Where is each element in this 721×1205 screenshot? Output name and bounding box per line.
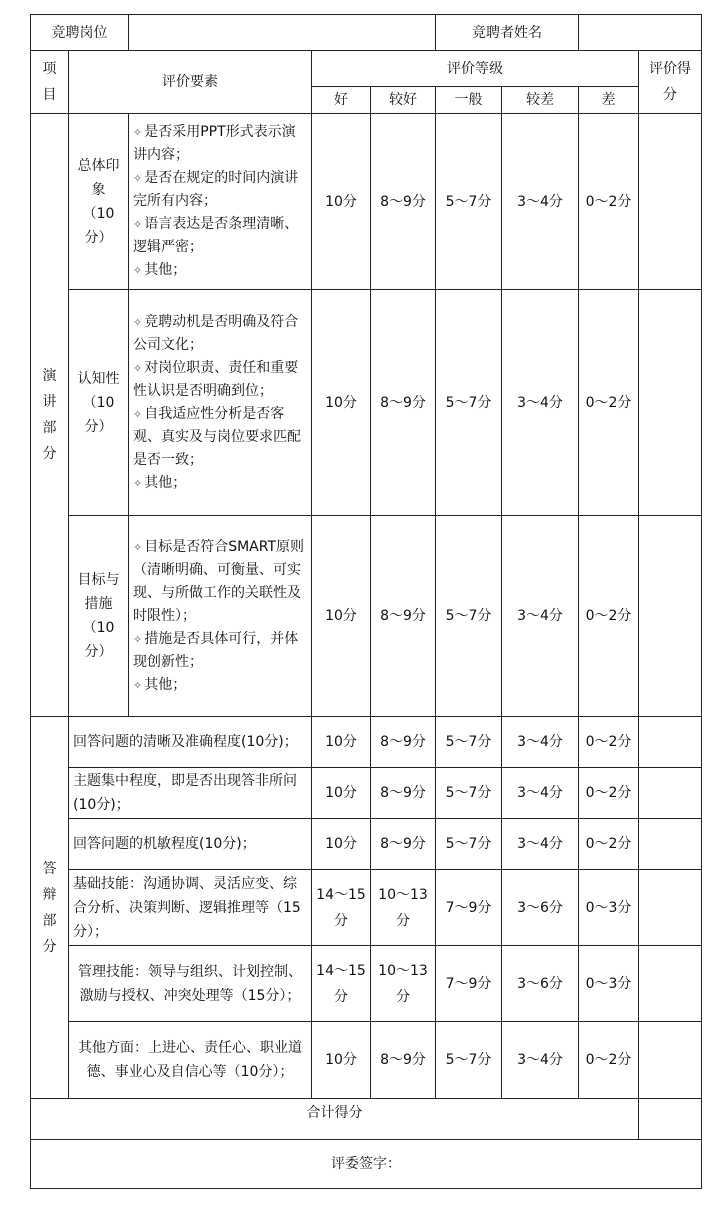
criterion: 其他； xyxy=(144,676,187,693)
defense-category: 答辩部分 xyxy=(31,717,69,1099)
score-cell[interactable] xyxy=(639,290,702,516)
grade-poor: 0～2分 xyxy=(579,1022,639,1099)
grade-average: 5～7分 xyxy=(436,1022,502,1099)
applicant-name-value-cell[interactable] xyxy=(579,15,702,51)
criteria-list xyxy=(129,114,312,290)
defense-criterion: 主题集中程度，即是否出现答非所问(10分)； xyxy=(69,768,312,819)
grade-average: 5～7分 xyxy=(436,516,502,717)
criteria-list xyxy=(129,516,312,717)
grade-poor: 0～2分 xyxy=(579,717,639,768)
grade-poor: 0～2分 xyxy=(579,290,639,516)
grade-fairly-poor: 3～4分 xyxy=(502,516,579,717)
grade-fairly-good: 8～9分 xyxy=(371,114,436,290)
diamond-bullet-icon: ✧ xyxy=(133,540,143,554)
defense-criterion: 回答问题的清晰及准确程度(10分)； xyxy=(69,717,312,768)
grade-average: 5～7分 xyxy=(436,768,502,819)
grade-good: 10分 xyxy=(312,516,371,717)
grade-fairly-poor: 3～4分 xyxy=(502,1022,579,1099)
grade-average: 5～7分 xyxy=(436,114,502,290)
grade-poor: 0～2分 xyxy=(579,768,639,819)
score-cell[interactable] xyxy=(639,114,702,290)
grade-fairly-good: 10～13分 xyxy=(371,946,436,1022)
diamond-bullet-icon: ✧ xyxy=(133,218,143,231)
criterion: 其他； xyxy=(144,474,187,491)
level-average: 一般 xyxy=(436,87,502,114)
grade-fairly-poor: 3～6分 xyxy=(502,870,579,946)
position-label: 竞聘岗位 xyxy=(31,15,129,51)
total-label: 合计得分 xyxy=(31,1099,639,1140)
signature-row xyxy=(31,1140,702,1189)
diamond-bullet-icon: ✧ xyxy=(133,264,143,277)
grade-good: 14～15分 xyxy=(312,870,371,946)
diamond-bullet-icon: ✧ xyxy=(133,361,143,375)
defense-row xyxy=(31,819,702,870)
grade-poor: 0～2分 xyxy=(579,516,639,717)
grade-average: 5～7分 xyxy=(436,819,502,870)
score-cell[interactable] xyxy=(639,768,702,819)
level-fairly-good: 较好 xyxy=(371,87,436,114)
diamond-bullet-icon: ✧ xyxy=(133,172,143,185)
defense-row xyxy=(31,946,702,1022)
signature-label[interactable]: 评委签字： xyxy=(31,1140,702,1189)
diamond-bullet-icon: ✧ xyxy=(133,678,143,692)
level-fairly-poor: 较差 xyxy=(502,87,579,114)
speech-subitem: 总体印象（10分） xyxy=(69,114,129,290)
diamond-bullet-icon: ✧ xyxy=(133,407,143,421)
level-good: 好 xyxy=(312,87,371,114)
diamond-bullet-icon: ✧ xyxy=(133,632,143,646)
score-cell[interactable] xyxy=(639,1022,702,1099)
score-cell[interactable] xyxy=(639,870,702,946)
diamond-bullet-icon: ✧ xyxy=(133,126,143,139)
grade-good: 10分 xyxy=(312,1022,371,1099)
speech-category: 演讲部分 xyxy=(31,114,69,717)
criterion: 是否采用PPT形式表示演讲内容； xyxy=(133,124,296,163)
grade-fairly-poor: 3～4分 xyxy=(502,290,579,516)
criterion: 是否在规定的时间内演讲完所有内容； xyxy=(133,170,299,209)
evaluation-form xyxy=(30,14,702,1189)
level-header: 评价等级 xyxy=(312,51,639,87)
speech-row xyxy=(31,114,702,290)
grade-fairly-poor: 3～4分 xyxy=(502,717,579,768)
grade-fairly-good: 8～9分 xyxy=(371,290,436,516)
speech-row xyxy=(31,516,702,717)
grade-good: 14～15分 xyxy=(312,946,371,1022)
score-cell[interactable] xyxy=(639,819,702,870)
criterion: 其他； xyxy=(144,262,187,278)
grade-average: 5～7分 xyxy=(436,290,502,516)
grade-fairly-poor: 3～4分 xyxy=(502,819,579,870)
grade-good: 10分 xyxy=(312,290,371,516)
grade-good: 10分 xyxy=(312,717,371,768)
grade-good: 10分 xyxy=(312,768,371,819)
speech-subitem: 目标与措施（10分） xyxy=(69,516,129,717)
applicant-row xyxy=(31,15,702,51)
speech-row xyxy=(31,290,702,516)
grade-average: 5～7分 xyxy=(436,717,502,768)
grade-fairly-good: 8～9分 xyxy=(371,516,436,717)
applicant-name-label: 竞聘者姓名 xyxy=(436,15,579,51)
defense-row xyxy=(31,1022,702,1099)
item-header: 项目 xyxy=(31,51,69,114)
score-header: 评价得分 xyxy=(639,51,702,114)
grade-poor: 0～2分 xyxy=(579,114,639,290)
criterion: 对岗位职责、责任和重要性认识是否明确到位； xyxy=(133,359,299,399)
diamond-bullet-icon: ✧ xyxy=(133,315,143,329)
defense-row xyxy=(31,870,702,946)
total-score-cell[interactable] xyxy=(639,1099,702,1140)
grade-poor: 0～3分 xyxy=(579,946,639,1022)
total-row xyxy=(31,1099,702,1140)
grade-fairly-good: 10～13分 xyxy=(371,870,436,946)
grade-fairly-good: 8～9分 xyxy=(371,768,436,819)
score-cell[interactable] xyxy=(639,946,702,1022)
grade-good: 10分 xyxy=(312,114,371,290)
defense-criterion: 基础技能：沟通协调、灵活应变、综合分析、决策判断、逻辑推理等（15分）； xyxy=(69,870,312,946)
criteria-list xyxy=(129,290,312,516)
grade-poor: 0～2分 xyxy=(579,819,639,870)
grade-fairly-good: 8～9分 xyxy=(371,819,436,870)
defense-row xyxy=(31,768,702,819)
defense-row xyxy=(31,717,702,768)
grade-average: 7～9分 xyxy=(436,870,502,946)
criterion: 语言表达是否条理清晰、逻辑严密； xyxy=(133,216,299,255)
header-row xyxy=(31,51,702,87)
grade-good: 10分 xyxy=(312,819,371,870)
criterion: 竞聘动机是否明确及符合公司文化； xyxy=(133,313,299,353)
score-cell[interactable] xyxy=(639,516,702,717)
score-cell[interactable] xyxy=(639,717,702,768)
criterion: 自我适应性分析是否客观、真实及与岗位要求匹配是否一致； xyxy=(133,405,301,468)
defense-criterion: 其他方面：上进心、责任心、职业道德、事业心及自信心等（10分）； xyxy=(69,1022,312,1099)
criterion: 措施是否具体可行，并体现创新性； xyxy=(133,630,299,670)
criterion: 目标是否符合SMART原则（清晰明确、可衡量、可实现、与所做工作的关联性及时限性）； xyxy=(133,538,305,624)
level-poor: 差 xyxy=(579,87,639,114)
grade-poor: 0～3分 xyxy=(579,870,639,946)
grade-fairly-good: 8～9分 xyxy=(371,717,436,768)
speech-subitem: 认知性（10分） xyxy=(69,290,129,516)
grade-fairly-good: 8～9分 xyxy=(371,1022,436,1099)
diamond-bullet-icon: ✧ xyxy=(133,476,143,490)
grade-fairly-poor: 3～4分 xyxy=(502,114,579,290)
grade-fairly-poor: 3～6分 xyxy=(502,946,579,1022)
position-value-cell[interactable] xyxy=(129,15,436,51)
elements-header: 评价要素 xyxy=(69,51,312,114)
defense-criterion: 管理技能：领导与组织、计划控制、激励与授权、冲突处理等（15分）； xyxy=(69,946,312,1022)
grade-fairly-poor: 3～4分 xyxy=(502,768,579,819)
defense-criterion: 回答问题的机敏程度(10分)； xyxy=(69,819,312,870)
grade-average: 7～9分 xyxy=(436,946,502,1022)
